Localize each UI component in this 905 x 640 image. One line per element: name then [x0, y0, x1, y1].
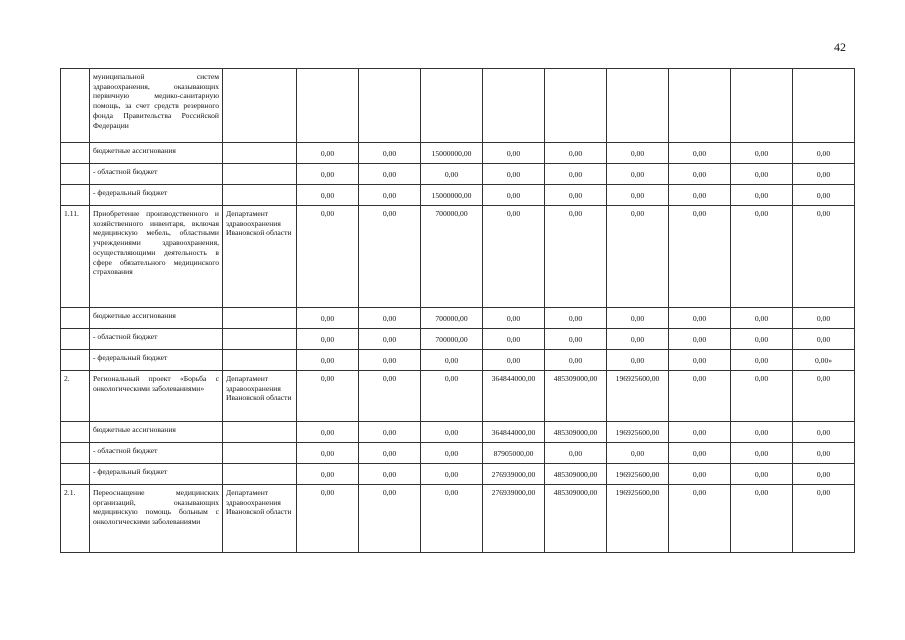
row-code: 2.	[61, 371, 90, 422]
row-description: бюджетные ассигнования	[90, 422, 223, 443]
row-executor	[223, 350, 297, 371]
table-row-funding	[61, 308, 855, 329]
row-description: бюджетные ассигнования	[90, 308, 223, 329]
value-cell: 0,00	[297, 185, 359, 206]
value-cell: 0,00	[607, 308, 669, 329]
row-executor	[223, 164, 297, 185]
value-cell: 0,00	[731, 443, 793, 464]
row-description: - федеральный бюджет	[90, 185, 223, 206]
row-description: - областной бюджет	[90, 329, 223, 350]
value-cell	[483, 69, 545, 143]
row-code	[61, 329, 90, 350]
value-cell: 87905000,00	[483, 443, 545, 464]
value-cell: 0,00	[793, 206, 855, 308]
row-description: - областной бюджет	[90, 164, 223, 185]
value-cell: 15000000,00	[421, 185, 483, 206]
value-cell: 0,00	[545, 329, 607, 350]
value-cell: 0,00	[359, 143, 421, 164]
value-cell: 0,00	[421, 485, 483, 553]
value-cell: 0,00	[483, 350, 545, 371]
row-code: 2.1.	[61, 485, 90, 553]
value-cell: 0,00	[669, 308, 731, 329]
value-cell: 276939000,00	[483, 464, 545, 485]
value-cell: 0,00	[607, 443, 669, 464]
value-cell: 0,00	[545, 206, 607, 308]
value-cell: 0,00	[359, 206, 421, 308]
value-cell: 196925600,00	[607, 371, 669, 422]
table-row-funding	[61, 350, 855, 371]
value-cell: 485309000,00	[545, 422, 607, 443]
row-description: - областной бюджет	[90, 443, 223, 464]
value-cell	[297, 69, 359, 143]
value-cell: 0,00	[297, 206, 359, 308]
value-cell: 0,00	[297, 143, 359, 164]
value-cell: 0,00	[545, 164, 607, 185]
row-executor	[223, 329, 297, 350]
value-cell: 485309000,00	[545, 485, 607, 553]
value-cell: 0,00	[669, 329, 731, 350]
row-executor	[223, 185, 297, 206]
value-cell: 700000,00	[421, 308, 483, 329]
value-cell: 0,00	[731, 164, 793, 185]
value-cell: 0,00	[483, 185, 545, 206]
value-cell	[669, 69, 731, 143]
table-row-funding	[61, 164, 855, 185]
value-cell: 0,00	[731, 206, 793, 308]
value-cell: 485309000,00	[545, 464, 607, 485]
value-cell: 0,00	[297, 422, 359, 443]
value-cell: 0,00	[731, 422, 793, 443]
value-cell: 0,00	[607, 329, 669, 350]
row-code	[61, 69, 90, 143]
value-cell: 196925600,00	[607, 464, 669, 485]
table-row-funding	[61, 422, 855, 443]
row-executor	[223, 69, 297, 143]
value-cell: 0,00	[421, 422, 483, 443]
table-row-item	[61, 69, 855, 143]
value-cell	[359, 69, 421, 143]
table-row-funding	[61, 185, 855, 206]
value-cell: 0,00	[669, 164, 731, 185]
value-cell: 0,00	[545, 143, 607, 164]
row-code	[61, 464, 90, 485]
value-cell: 0,00	[793, 464, 855, 485]
row-description: Приобретение производственного и хозяйственного инвентаря, включая медицинскую мебель, областными учреждениями здравоохранения, осуществляющими деятельность в сфере обязательного медицинского страхования	[90, 206, 223, 308]
value-cell: 0,00	[545, 350, 607, 371]
value-cell: 0,00	[359, 329, 421, 350]
row-executor: Департамент здравоохранения Ивановской области	[223, 371, 297, 422]
page-number: 42	[834, 40, 846, 54]
value-cell: 0,00	[607, 185, 669, 206]
value-cell: 0,00	[359, 350, 421, 371]
value-cell: 15000000,00	[421, 143, 483, 164]
row-description: Переоснащение медицинских организаций, оказывающих медицинскую помощь больным с онкологическими заболеваниями	[90, 485, 223, 553]
value-cell: 0,00	[359, 422, 421, 443]
value-cell: 0,00	[359, 371, 421, 422]
value-cell: 0,00	[545, 185, 607, 206]
row-code	[61, 185, 90, 206]
value-cell: 0,00	[297, 371, 359, 422]
value-cell: 0,00	[731, 329, 793, 350]
budget-table	[60, 68, 855, 553]
value-cell: 0,00	[669, 143, 731, 164]
row-description: Региональный проект «Борьба с онкологическими заболеваниями»	[90, 371, 223, 422]
value-cell: 0,00	[297, 350, 359, 371]
value-cell	[607, 69, 669, 143]
value-cell: 0,00	[669, 443, 731, 464]
value-cell: 0,00	[421, 443, 483, 464]
value-cell: 0,00	[483, 308, 545, 329]
value-cell: 0,00	[731, 350, 793, 371]
value-cell: 0,00	[669, 464, 731, 485]
table-row-funding	[61, 329, 855, 350]
row-code	[61, 422, 90, 443]
value-cell: 196925600,00	[607, 485, 669, 553]
value-cell	[793, 69, 855, 143]
row-code: 1.11.	[61, 206, 90, 308]
table-row-item	[61, 371, 855, 422]
value-cell: 700000,00	[421, 329, 483, 350]
value-cell: 0,00	[359, 185, 421, 206]
value-cell: 700000,00	[421, 206, 483, 308]
row-executor: Департамент здравоохранения Ивановской области	[223, 485, 297, 553]
value-cell: 0,00	[421, 464, 483, 485]
value-cell: 0,00	[607, 350, 669, 371]
value-cell: 485309000,00	[545, 371, 607, 422]
value-cell: 0,00	[669, 422, 731, 443]
value-cell	[731, 69, 793, 143]
value-cell: 0,00	[359, 164, 421, 185]
value-cell: 0,00	[545, 443, 607, 464]
budget-table-body	[61, 69, 855, 553]
value-cell: 0,00	[607, 206, 669, 308]
value-cell: 364844000,00	[483, 371, 545, 422]
row-code	[61, 308, 90, 329]
value-cell: 0,00	[793, 308, 855, 329]
value-cell: 0,00	[359, 443, 421, 464]
table-row-funding	[61, 464, 855, 485]
table-row-funding	[61, 443, 855, 464]
row-description: - федеральный бюджет	[90, 464, 223, 485]
value-cell: 0,00	[793, 329, 855, 350]
value-cell: 0,00	[669, 371, 731, 422]
value-cell: 0,00	[793, 443, 855, 464]
value-cell: 276939000,00	[483, 485, 545, 553]
value-cell: 0,00	[297, 443, 359, 464]
value-cell: 0,00	[483, 329, 545, 350]
value-cell: 0,00»	[793, 350, 855, 371]
row-executor	[223, 422, 297, 443]
row-code	[61, 164, 90, 185]
value-cell: 0,00	[731, 485, 793, 553]
value-cell: 0,00	[793, 164, 855, 185]
value-cell: 0,00	[297, 329, 359, 350]
value-cell: 0,00	[421, 164, 483, 185]
row-executor: Департамент здравоохранения Ивановской области	[223, 206, 297, 308]
value-cell: 0,00	[545, 308, 607, 329]
row-code	[61, 350, 90, 371]
value-cell: 0,00	[297, 464, 359, 485]
value-cell: 0,00	[793, 485, 855, 553]
table-row-item	[61, 485, 855, 553]
value-cell	[421, 69, 483, 143]
row-description: - федеральный бюджет	[90, 350, 223, 371]
value-cell: 0,00	[793, 143, 855, 164]
value-cell: 0,00	[297, 164, 359, 185]
table-row-funding	[61, 143, 855, 164]
row-description: бюджетные ассигнования	[90, 143, 223, 164]
row-executor	[223, 308, 297, 329]
value-cell: 0,00	[669, 206, 731, 308]
value-cell: 0,00	[297, 308, 359, 329]
value-cell: 0,00	[793, 371, 855, 422]
value-cell: 0,00	[731, 371, 793, 422]
row-executor	[223, 443, 297, 464]
value-cell: 0,00	[793, 422, 855, 443]
value-cell: 0,00	[731, 185, 793, 206]
row-executor	[223, 464, 297, 485]
row-code	[61, 143, 90, 164]
value-cell: 0,00	[669, 350, 731, 371]
value-cell: 0,00	[793, 185, 855, 206]
value-cell: 0,00	[359, 308, 421, 329]
value-cell: 0,00	[731, 464, 793, 485]
row-code	[61, 443, 90, 464]
value-cell: 0,00	[607, 143, 669, 164]
value-cell	[545, 69, 607, 143]
value-cell: 0,00	[731, 308, 793, 329]
value-cell: 0,00	[297, 485, 359, 553]
value-cell: 0,00	[421, 371, 483, 422]
value-cell: 0,00	[483, 164, 545, 185]
value-cell: 0,00	[421, 350, 483, 371]
table-row-item	[61, 206, 855, 308]
value-cell: 364844000,00	[483, 422, 545, 443]
value-cell: 0,00	[669, 185, 731, 206]
value-cell: 0,00	[483, 206, 545, 308]
value-cell: 0,00	[359, 464, 421, 485]
row-description: муниципальной систем здравоохранения, оказывающих первичную медико-санитарную помощь, за счет средств резервного фонда Правительства Российской Федерации	[90, 69, 223, 143]
value-cell: 0,00	[359, 485, 421, 553]
row-executor	[223, 143, 297, 164]
value-cell: 0,00	[607, 164, 669, 185]
value-cell: 0,00	[483, 143, 545, 164]
value-cell: 0,00	[731, 143, 793, 164]
value-cell: 0,00	[669, 485, 731, 553]
value-cell: 196925600,00	[607, 422, 669, 443]
